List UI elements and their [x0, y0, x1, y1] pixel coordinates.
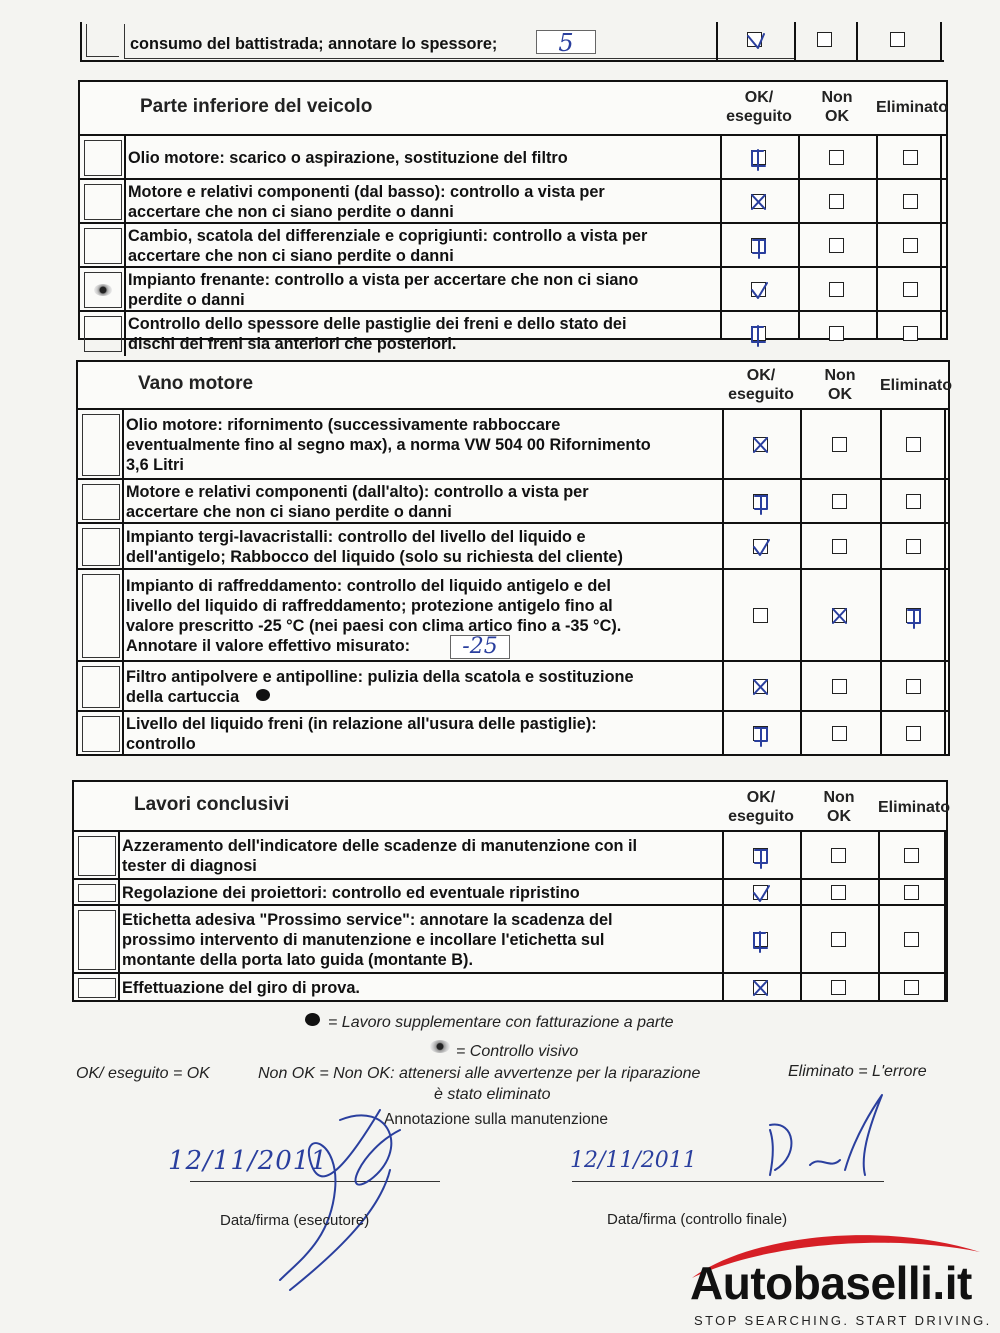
table-row — [80, 310, 946, 356]
checkbox-elim[interactable] — [906, 494, 921, 509]
eye-icon — [94, 284, 112, 296]
handwritten-tick — [751, 724, 775, 750]
row-text-line: Annotare il valore effettivo misurato: — [126, 637, 411, 655]
column-header-elim: Eliminato — [878, 799, 951, 816]
left-date: 12/11/2011 — [168, 1146, 328, 1176]
section-title: Parte inferiore del veicolo — [140, 96, 373, 117]
right-date: 12/11/2011 — [570, 1148, 697, 1173]
left-signature-label: Data/firma (esecutore) — [220, 1212, 370, 1229]
checkbox-elim[interactable] — [903, 282, 918, 297]
right-signature-label: Data/firma (controllo finale) — [607, 1211, 788, 1228]
table-row — [80, 222, 946, 268]
row-text-line: Motore e relativi componenti (dall'alto): controllo a vista per — [126, 483, 589, 501]
row-marker-cell — [84, 228, 122, 264]
checkbox-nonok[interactable] — [829, 326, 844, 341]
row-text-line: dischi dei freni sia anteriori che posteriori. — [128, 335, 457, 353]
row-marker-cell — [82, 716, 120, 752]
table-row — [78, 478, 948, 524]
row-text-line: montante della porta lato guida (montante B). — [122, 951, 473, 969]
row-text-line: Impianto frenante: controllo a vista per accertare che non ci siano — [128, 271, 639, 289]
row-marker-cell — [78, 910, 116, 970]
table-row — [74, 904, 946, 974]
column-header-elim: Eliminato — [880, 377, 953, 394]
column-header-ok: OK/ eseguito — [728, 367, 794, 403]
handwritten-tick — [749, 280, 773, 306]
table-row — [74, 972, 946, 1002]
row-text-line: prossimo intervento di manutenzione e incollare l'etichetta sul — [122, 931, 605, 949]
checkbox-elim[interactable] — [904, 848, 919, 863]
section-engine-bay — [76, 360, 953, 756]
tread-nonok-checkbox[interactable] — [817, 32, 832, 47]
row-marker-cell — [84, 140, 122, 176]
checkbox-nonok[interactable] — [831, 932, 846, 947]
checkbox-nonok[interactable] — [829, 282, 844, 297]
row-text-line: della cartuccia — [126, 688, 240, 706]
handwritten-tick — [751, 537, 775, 563]
handwritten-tick — [751, 846, 775, 872]
table-row — [78, 408, 948, 480]
row-text-line: Olio motore: rifornimento (successivamente rabboccare — [126, 416, 561, 434]
legend-eye-icon — [430, 1040, 450, 1053]
row-text-line: Azzeramento dell'indicatore delle scadenze di manutenzione con il — [122, 837, 638, 855]
row-text-line: Cambio, scatola del differenziale e coprigiunti: controllo a vista per — [128, 227, 648, 245]
handwritten-tick — [751, 492, 775, 518]
table-row — [80, 178, 946, 224]
handwritten-tick — [749, 148, 773, 174]
handwritten-tick — [904, 606, 928, 632]
table-row — [78, 522, 948, 570]
section-underbody — [78, 80, 949, 353]
brand-name: Autobaselli.it — [690, 1257, 972, 1309]
row-marker-cell — [84, 184, 122, 220]
legend-ok-text: OK/ eseguito = OK — [76, 1065, 210, 1082]
tread-row-text: consumo del battistrada; annotare lo spessore; — [130, 35, 498, 53]
row-text-line: perdite o danni — [128, 291, 245, 309]
column-header-nonok: Non OK — [821, 89, 853, 125]
tread-value-field[interactable] — [536, 29, 596, 57]
checkbox-nonok[interactable] — [832, 726, 847, 741]
table-row — [74, 830, 946, 880]
left-signature — [240, 1090, 460, 1300]
table-row — [80, 266, 946, 312]
tread-value: 5 — [558, 29, 574, 57]
legend-eye-text: = Controllo visivo — [456, 1043, 579, 1060]
handwritten-tick — [751, 677, 775, 703]
checkbox-elim[interactable] — [904, 932, 919, 947]
extra-work-dot-icon — [256, 689, 270, 701]
table-row — [80, 134, 946, 180]
row-text-line: tester di diagnosi — [122, 857, 257, 875]
handwritten-tick — [751, 435, 775, 461]
measured-value: -25 — [462, 634, 498, 659]
row-marker-cell — [82, 414, 120, 476]
checkbox-elim[interactable] — [906, 679, 921, 694]
row-text-line: Motore e relativi componenti (dal basso): controllo a vista per — [128, 183, 605, 201]
legend-dot-icon — [305, 1013, 320, 1026]
row-text-line: 3,6 Litri — [126, 456, 184, 474]
row-text-line: Livello del liquido freni (in relazione all'usura delle pastiglie): — [126, 715, 597, 733]
row-marker-cell — [82, 484, 120, 520]
legend-dot-text: = Lavoro supplementare con fatturazione a parte — [328, 1014, 674, 1031]
checkbox-elim[interactable] — [903, 238, 918, 253]
handwritten-tick — [751, 978, 775, 1004]
section-title: Vano motore — [138, 373, 254, 394]
row-marker-cell — [78, 978, 116, 998]
row-text-line: Impianto tergi-lavacristalli: controllo del livello del liquido e — [126, 528, 586, 546]
checkbox-nonok[interactable] — [832, 494, 847, 509]
legend-nonok-text-2: è stato eliminato — [434, 1086, 551, 1103]
table-row — [74, 878, 946, 906]
checkbox-nonok[interactable] — [829, 238, 844, 253]
row-text-line: accertare che non ci siano perdite o danni — [126, 503, 452, 521]
row-marker-cell — [78, 836, 116, 876]
checkbox-elim[interactable] — [906, 726, 921, 741]
table-row — [78, 568, 948, 662]
table-row — [78, 660, 948, 712]
checkbox-nonok[interactable] — [829, 150, 844, 165]
row-marker-cell — [78, 884, 116, 902]
section-title: Lavori conclusivi — [134, 794, 290, 815]
checkbox-nonok[interactable] — [832, 679, 847, 694]
row-text-line: Controllo dello spessore delle pastiglie dei freni e dello stato dei — [128, 315, 627, 333]
checkbox-elim[interactable] — [906, 539, 921, 554]
checkbox-nonok[interactable] — [829, 194, 844, 209]
right-signature — [750, 1085, 900, 1185]
tread-ok-tick — [744, 28, 768, 52]
checkbox-nonok[interactable] — [832, 539, 847, 554]
row-marker-cell — [82, 528, 120, 566]
top-partial-row — [80, 22, 944, 62]
legend-nonok-text: Non OK = Non OK: attenersi alle avvertenze per la riparazione — [258, 1065, 701, 1082]
annotation-label: Annotazione sulla manutenzione — [384, 1111, 609, 1128]
handwritten-tick — [749, 236, 773, 262]
brand-tagline: STOP SEARCHING. START DRIVING. — [694, 1313, 992, 1328]
row-marker-cell — [84, 316, 122, 352]
checkbox-elim[interactable] — [904, 885, 919, 900]
handwritten-tick — [830, 606, 854, 632]
section-final-work — [72, 780, 951, 1002]
row-text-line: dell'antigelo; Rabbocco del liquido (solo su richiesta del cliente) — [126, 548, 623, 566]
row-text-line: valore prescritto -25 °C (nei paesi con clima artico fino a -35 °C). — [126, 617, 622, 635]
checkbox-elim[interactable] — [906, 437, 921, 452]
row-text-line: Regolazione dei proiettori: controllo ed eventuale ripristino — [122, 884, 580, 902]
handwritten-tick — [751, 930, 775, 956]
row-text-line: Etichetta adesiva "Prossimo service": annotare la scadenza del — [122, 911, 613, 929]
row-text-line: accertare che non ci siano perdite o danni — [128, 203, 454, 221]
checkbox-elim[interactable] — [904, 980, 919, 995]
row-text-line: Filtro antipolvere e antipolline: pulizia della scatola e sostituzione — [126, 668, 634, 686]
checkbox-ok[interactable] — [753, 608, 768, 623]
row-text-line: Effettuazione del giro di prova. — [122, 979, 360, 997]
checkbox-elim[interactable] — [903, 150, 918, 165]
checkbox-nonok[interactable] — [831, 885, 846, 900]
checkbox-nonok[interactable] — [832, 437, 847, 452]
row-text-line: Impianto di raffreddamento: controllo del liquido antigelo e del — [126, 577, 611, 595]
checkbox-nonok[interactable] — [831, 848, 846, 863]
row-text-line: controllo — [126, 735, 196, 753]
row-text-line: livello del liquido di raffreddamento; protezione antigelo fino al — [126, 597, 613, 615]
checkbox-elim[interactable] — [903, 326, 918, 341]
handwritten-tick — [749, 192, 773, 218]
column-header-nonok: Non OK — [824, 367, 856, 403]
column-header-nonok: Non OK — [823, 789, 855, 825]
checkbox-nonok[interactable] — [831, 980, 846, 995]
row-text-line: accertare che non ci siano perdite o danni — [128, 247, 454, 265]
row-marker-cell — [82, 574, 120, 658]
column-header-ok: OK/ eseguito — [726, 89, 792, 125]
column-header-elim: Eliminato — [876, 99, 949, 116]
row-text-line: Olio motore: scarico o aspirazione, sostituzione del filtro — [128, 149, 568, 167]
checkbox-elim[interactable] — [903, 194, 918, 209]
tread-elim-checkbox[interactable] — [890, 32, 905, 47]
table-row — [78, 710, 948, 756]
row-text-line: eventualmente fino al segno max), a norma VW 504 00 Rifornimento — [126, 436, 651, 454]
measured-value-field[interactable] — [450, 635, 510, 659]
column-header-ok: OK/ eseguito — [728, 789, 794, 825]
row-marker-cell — [82, 666, 120, 708]
legend-elim-text: Eliminato = L'errore — [788, 1063, 927, 1080]
handwritten-tick — [749, 324, 773, 350]
